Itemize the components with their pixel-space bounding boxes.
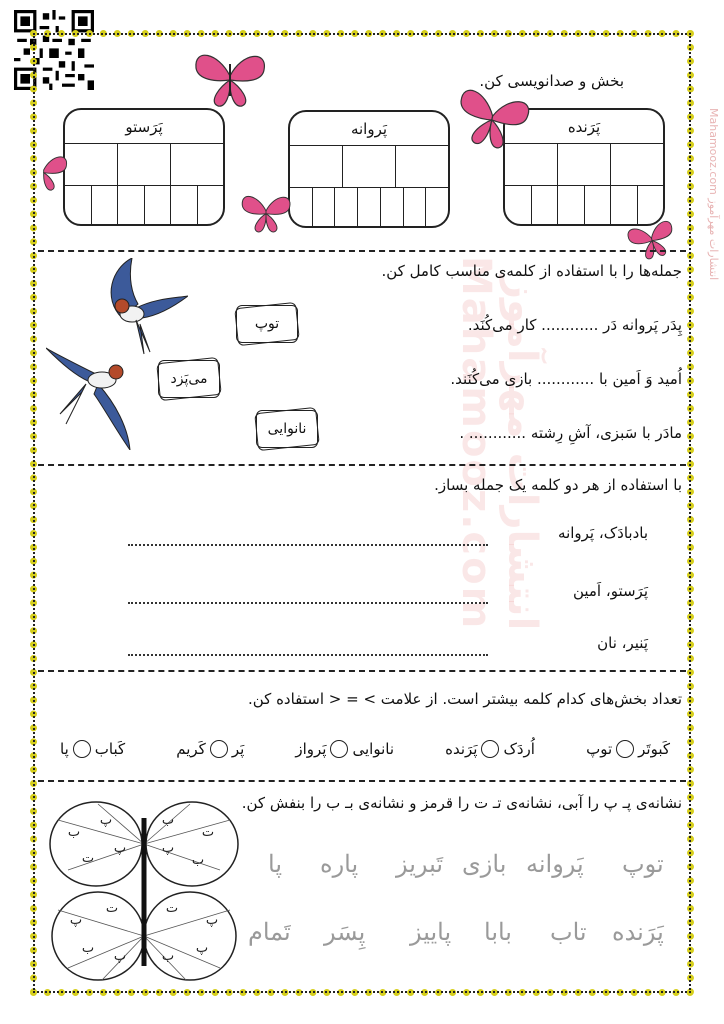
word-option-card: [158, 360, 220, 398]
comparison-pair: [295, 740, 394, 758]
trace-word: تاب: [550, 918, 587, 946]
trace-word: پاره: [320, 850, 359, 878]
trace-word: تَمام: [248, 918, 291, 946]
comparison-pair: [176, 740, 244, 758]
trace-word: پا: [268, 850, 282, 878]
section-divider: [38, 670, 686, 672]
compare-word-left: پَر: [231, 740, 245, 758]
puzzle-letter: پ: [99, 813, 113, 828]
trace-word: پاییز: [410, 918, 452, 946]
swallow-bird-icon: [92, 258, 188, 358]
swallow-bird-icon: [46, 344, 136, 450]
trace-word: پَروانه: [526, 850, 584, 878]
syllable-box-parastoo: [63, 108, 225, 226]
syllable-box-word: پَرَستو: [65, 110, 223, 144]
answer-dotted-line: [128, 602, 488, 604]
section1-instruction: بخش و صدانویسی کن.: [479, 72, 624, 90]
fill-sentence-1: پِدَر پَروانه دَر ............ کار می‌کُنَد.: [467, 316, 682, 334]
trace-word: بازی: [462, 850, 507, 878]
compare-word-right: توپ: [586, 740, 613, 758]
side-watermark: انتشارات مهرآموز Mahamooz.com: [707, 107, 720, 280]
butterfly-icon: [626, 218, 678, 262]
syllable-box-word: پَرَنده: [505, 110, 663, 144]
section-divider: [38, 464, 686, 466]
trace-word: توپ: [622, 850, 664, 878]
puzzle-letter: ب: [161, 949, 175, 964]
butterfly-icon: [40, 150, 74, 194]
butterfly-icon: [238, 190, 294, 236]
section5-instruction: نشانه‌ی پـ پ را آبی، نشانه‌ی تـ ت را قرمز و نشانه‌ی بـ ب را بنفش کن.: [241, 794, 682, 812]
center-watermark: انتشارات مهرآموز Mahamooz.com: [453, 255, 545, 630]
comparison-row: [60, 735, 670, 763]
sentence-writing-row: [128, 524, 648, 550]
answer-dotted-line: [128, 544, 488, 546]
butterfly-icon: [190, 46, 270, 112]
compare-word-left: کَباب: [94, 740, 126, 758]
trace-word: تَبریز: [396, 850, 444, 878]
word-pair: بادبادَک، پَروانه: [558, 524, 648, 542]
compare-circle[interactable]: [616, 740, 634, 758]
syllable-box-parvane: [288, 110, 450, 228]
trace-word: بابا: [484, 918, 512, 946]
compare-circle[interactable]: [330, 740, 348, 758]
word-option-card: [256, 410, 318, 448]
sentence-writing-row: [128, 582, 648, 608]
letter-row: [290, 188, 448, 228]
compare-word-right: پَرواز: [295, 740, 327, 758]
letter-row: [65, 186, 223, 226]
section4-instruction: تعداد بخش‌های کدام کلمه بیشتر است. از علامت > = < استفاده کن.: [247, 690, 682, 708]
syllable-row: [290, 146, 448, 188]
section3-instruction: با استفاده از هر دو کلمه یک جمله بساز.: [434, 476, 682, 494]
compare-word-right: پَرَنده: [445, 740, 478, 758]
word-option-label: توپ: [254, 316, 280, 332]
puzzle-letter: ت: [165, 901, 179, 916]
compare-word-right: کَریم: [176, 740, 206, 758]
compare-circle[interactable]: [73, 740, 91, 758]
puzzle-letter: پ: [69, 913, 83, 928]
compare-word-left: کَبوتَر: [638, 740, 670, 758]
trace-word: پَرَنده: [612, 918, 664, 946]
puzzle-letter: ب: [81, 941, 95, 956]
syllable-row: [65, 144, 223, 186]
answer-dotted-line: [128, 654, 488, 656]
word-pair: پَرَستو، اَمین: [572, 582, 648, 600]
comparison-pair: [445, 740, 535, 758]
puzzle-letter: پ: [113, 841, 127, 856]
puzzle-letter: ت: [81, 851, 95, 866]
puzzle-letter: پ: [205, 913, 219, 928]
word-pair: پَنیر، نان: [597, 634, 648, 652]
puzzle-letter: ب: [191, 853, 205, 868]
puzzle-letter: ت: [105, 901, 119, 916]
section2-instruction: جمله‌ها را با استفاده از کلمه‌ی مناسب کامل کن.: [381, 262, 682, 280]
fill-sentence-3: مادَر با سَبزی، آشِ رِشته ............ .: [459, 424, 682, 442]
sentence-writing-row: [128, 634, 648, 660]
puzzle-letter: پ: [195, 941, 209, 956]
puzzle-letter: ب: [161, 813, 175, 828]
puzzle-letter: ب: [67, 825, 81, 840]
comparison-pair: [60, 740, 125, 758]
compare-circle[interactable]: [481, 740, 499, 758]
butterfly-icon: [452, 84, 532, 154]
comparison-pair: [586, 740, 670, 758]
trace-word: پِسَر: [324, 918, 366, 946]
word-option-card: [236, 305, 298, 343]
compare-word-left: نانوایی: [352, 740, 394, 758]
word-option-label: نانوایی: [267, 421, 307, 437]
fill-sentence-2: اُمید وَ اَمین با ............ بازی می‌کُنَند.: [450, 370, 682, 388]
coloring-butterfly-puzzle[interactable]: [48, 800, 240, 982]
compare-circle[interactable]: [210, 740, 228, 758]
compare-word-right: پا: [60, 740, 69, 758]
section-divider: [38, 250, 686, 252]
word-option-label: می‌پَزد: [170, 371, 208, 387]
syllable-box-word: پَروانه: [290, 112, 448, 146]
section-divider: [38, 780, 686, 782]
puzzle-letter: پ: [113, 949, 127, 964]
puzzle-letter: پ: [161, 841, 175, 856]
puzzle-letter: ت: [201, 825, 215, 840]
compare-word-left: اُردَک: [503, 740, 535, 758]
